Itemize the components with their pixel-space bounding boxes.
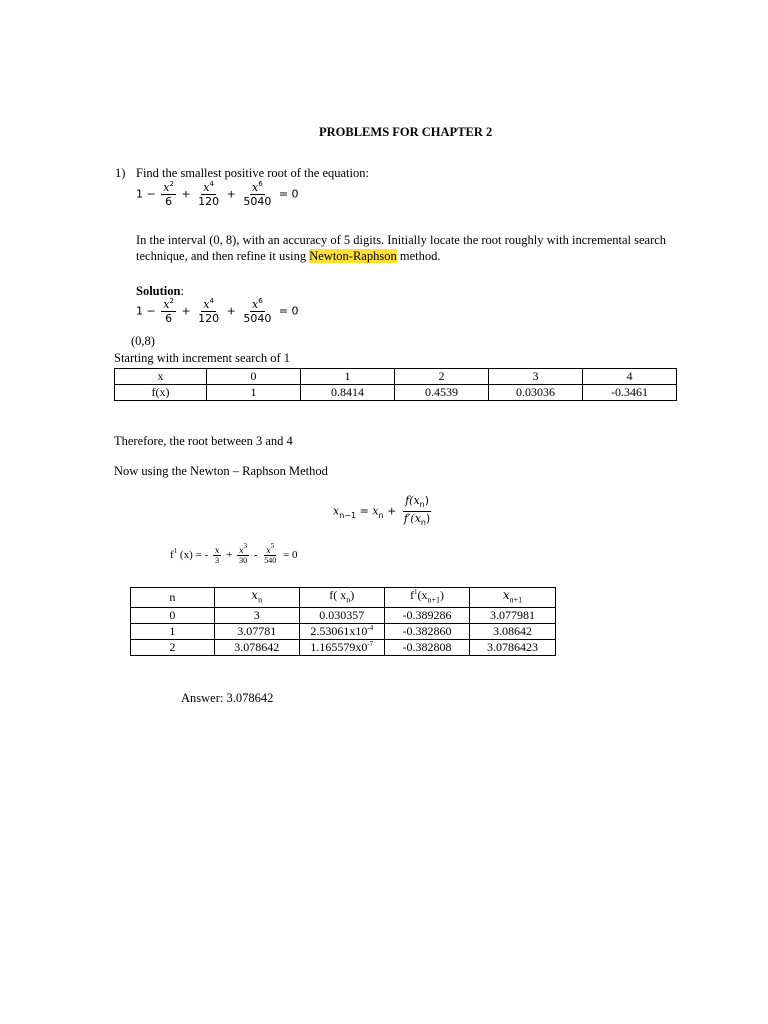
table-cell: 4 <box>583 369 677 385</box>
table-cell: 1 <box>207 385 301 401</box>
table-cell: -0.382860 <box>384 624 469 640</box>
problem-number: 1) <box>115 166 126 180</box>
table-cell: 3 <box>214 608 299 624</box>
answer: Answer: 3.078642 <box>181 691 274 705</box>
search-table <box>114 368 677 401</box>
table-cell: 2 <box>131 640 215 656</box>
solution-heading: Solution: <box>136 284 184 298</box>
table-cell: 3.0786423 <box>469 640 555 656</box>
header-dfx: $f^1(x_{n+1})$ <box>384 588 469 608</box>
root-text: Therefore, the root between 3 and 4 <box>114 434 293 448</box>
equation-1: 1 − $\frac{x^2}{6}$ + $\frac{x^4}{120}$ + $\frac{x^6}{5040}$ = 0 <box>136 180 299 208</box>
header-fxn: f( $x_n$) <box>299 588 384 608</box>
table-row <box>115 385 677 401</box>
table-cell: 3.07781 <box>214 624 299 640</box>
table-cell: $2.53061x10^{-4}$ <box>299 624 384 640</box>
table-cell: 3.08642 <box>469 624 555 640</box>
table-header-row <box>131 588 556 608</box>
table-cell: 3 <box>489 369 583 385</box>
table-cell: 1 <box>131 624 215 640</box>
table-cell: 0 <box>131 608 215 624</box>
problem-statement: Find the smallest positive root of the equation: <box>136 166 369 180</box>
table-cell: 2 <box>395 369 489 385</box>
table-row <box>131 624 556 640</box>
table-cell: 1 <box>301 369 395 385</box>
increment-text: Starting with increment search of 1 <box>114 351 290 365</box>
table-cell: 0 <box>207 369 301 385</box>
term-2: $\frac{x^4}{120}$ <box>198 180 220 208</box>
newton-formula: $x_{n-1} = x_n$ + $\frac{f(x_n)}{f'(x_n)}$ <box>333 494 431 528</box>
table-cell: -0.389286 <box>384 608 469 624</box>
table-cell: -0.3461 <box>583 385 677 401</box>
table-cell: f(x) <box>115 385 207 401</box>
interval-line-1: In the interval (0, 8), with an accuracy of 5 digits. Initially locate the root roughly with incremental search <box>136 233 667 247</box>
header-xn: $x_n$ <box>214 588 299 608</box>
equation-lead: 1 − <box>136 187 156 201</box>
header-n: n <box>131 588 215 608</box>
table-cell: 0.8414 <box>301 385 395 401</box>
table-cell: x <box>115 369 207 385</box>
derivative-equation: $f^1$ (x) = - $\frac{x}{3}$ + $\frac{x^3}{30}$ - $\frac{x^5}{540}$ = 0 <box>170 542 298 565</box>
term-3: $\frac{x^6}{5040}$ <box>243 180 272 208</box>
interval-line-2: technique, and then refine it using Newton-Raphson method. <box>136 249 441 263</box>
table-cell: $1.165579x0^{-7}$ <box>299 640 384 656</box>
newton-table <box>130 587 556 656</box>
table-cell: 3.078642 <box>214 640 299 656</box>
table-row <box>115 369 677 385</box>
equation-2: 1 − $\frac{x^2}{6}$ + $\frac{x^4}{120}$ + $\frac{x^6}{5040}$ = 0 <box>136 297 299 325</box>
highlighted-term: Newton-Raphson <box>309 249 397 263</box>
header-xn1: $x_{n+1}$ <box>469 588 555 608</box>
table-cell: 0.03036 <box>489 385 583 401</box>
table-row <box>131 640 556 656</box>
page-title: PROBLEMS FOR CHAPTER 2 <box>319 125 493 139</box>
term-1: $\frac{x^2}{6}$ <box>163 180 174 208</box>
table-cell: -0.382808 <box>384 640 469 656</box>
table-cell: 3.077981 <box>469 608 555 624</box>
table-row <box>131 608 556 624</box>
table-cell: 0.4539 <box>395 385 489 401</box>
table-cell: 0.030357 <box>299 608 384 624</box>
solution-interval: (0,8) <box>131 334 155 348</box>
newton-text: Now using the Newton – Raphson Method <box>114 464 328 478</box>
